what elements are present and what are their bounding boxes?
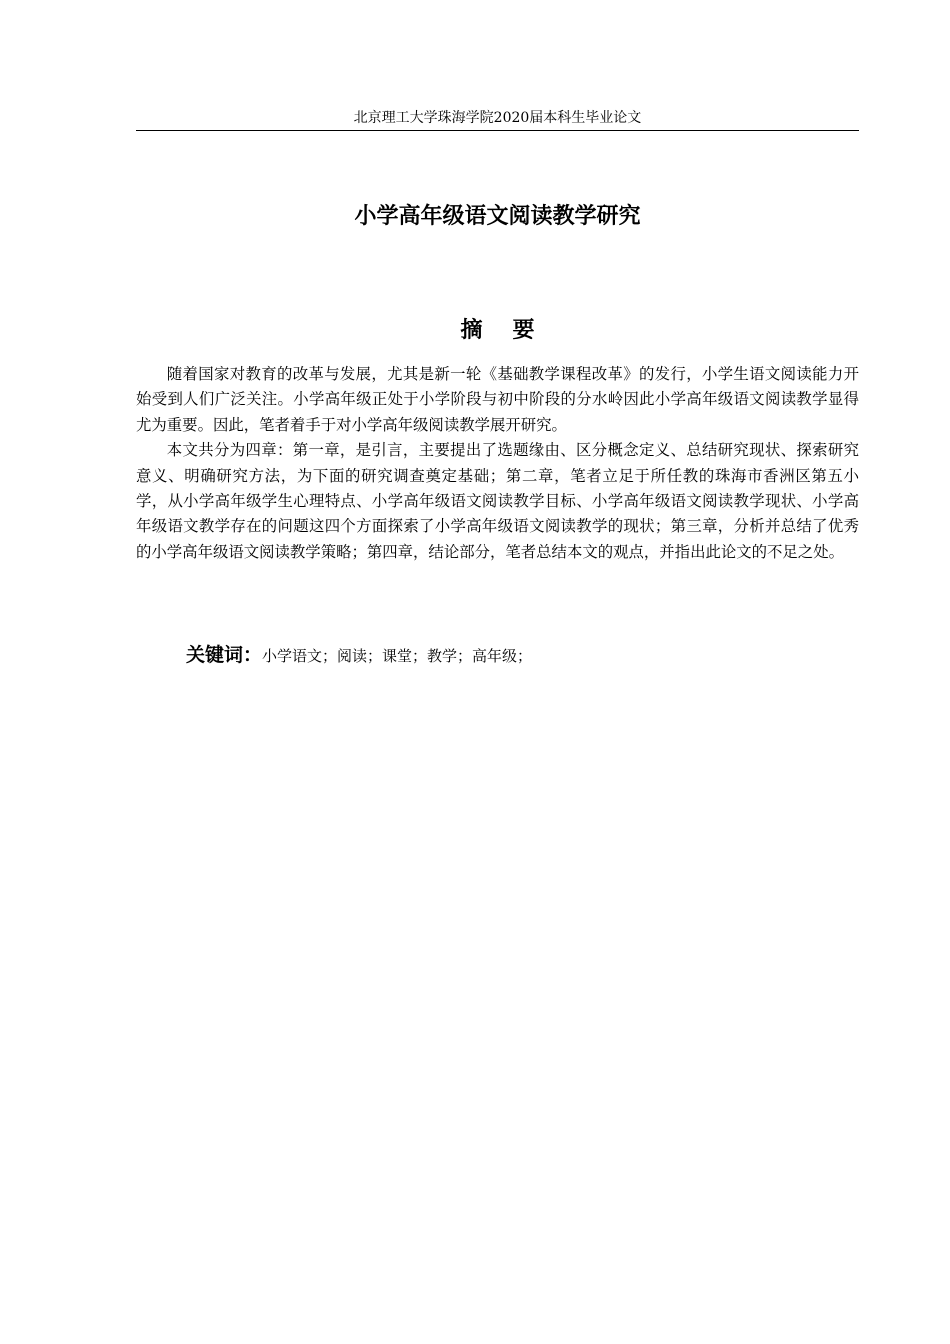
abstract-paragraph: 随着国家对教育的改革与发展，尤其是新一轮《基础教学课程改革》的发行，小学生语文阅读能力开始受到人们广泛关注。小学高年级正处于小学阶段与初中阶段的分水岭因此小学高年级语文阅读教学显得尤为重要。因此，笔者着手于对小学高年级阅读教学展开研究。 xyxy=(136,365,859,434)
abstract-heading xyxy=(136,314,859,348)
abstract-heading-char-1: 摘 xyxy=(460,318,483,343)
abstract-paragraph: 本文共分为四章：第一章，是引言，主要提出了选题缘由、区分概念定义、总结研究现状、探索研究意义、明确研究方法，为下面的研究调查奠定基础；第二章，笔者立足于所任教的珠海市香洲区第五小学，从小学高年级学生心理特点、小学高年级语文阅读教学目标、小学高年级语文阅读教学现状、小学高年级语文教学存在的问题这四个方面探索了小学高年级语文阅读教学的现状；第三章，分析并总结了优秀的小学高年级语文阅读教学策略；第四章，结论部分，笔者总结本文的观点，并指出此论文的不足之处。 xyxy=(136,441,859,561)
document-title: 小学高年级语文阅读教学研究 xyxy=(354,204,641,229)
header-divider xyxy=(136,130,859,131)
keywords-label: 关键词： xyxy=(186,644,263,666)
keywords-line xyxy=(186,640,859,671)
abstract-heading-char-2: 要 xyxy=(512,318,535,343)
running-header: 北京理工大学珠海学院2020届本科生毕业论文 xyxy=(353,110,642,126)
abstract-body xyxy=(136,362,859,565)
keywords-value: 小学语文；阅读；课堂；教学；高年级； xyxy=(262,647,533,665)
